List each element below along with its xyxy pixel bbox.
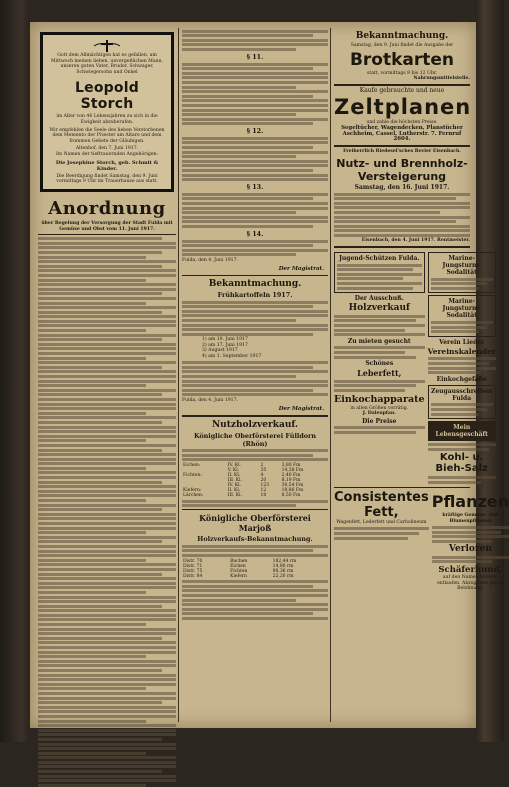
death-notice-date: Altenhof, den 7. Juni 1917.: [75, 146, 139, 152]
marjoss-heading: Königliche Oberförsterei Marjoß: [199, 513, 311, 534]
column-right: [334, 28, 509, 722]
marjoss-subheading: Holzverkaufs-Bekanntmachung.: [197, 535, 313, 544]
ad-title: Leberfett,: [357, 368, 402, 379]
holz-signature: Eisenbach, den 4. Juni 1917. Rentmeister.: [361, 238, 470, 244]
table-cell: 2,40 Fm: [281, 472, 301, 478]
table-cell: Distr. 70: [183, 558, 203, 564]
ad-title: Einkochgefäße: [436, 375, 487, 383]
bottom-ads: [334, 490, 509, 592]
table-cell: 18,86 Fm: [281, 487, 304, 493]
fett-heading: Consistentes Fett,: [334, 490, 429, 521]
table-cell: V. Kl.: [227, 467, 240, 473]
holz-date: Samstag, den 16. Juni 1917.: [354, 184, 450, 192]
holz-intro: Freiherrlich Riedesel'sches Revier Eisenbach.: [343, 148, 461, 154]
ad-title: Verein Lieder: [439, 338, 485, 346]
fett-sub: Wagenfett, Lederfett und Carbolineum: [336, 520, 427, 526]
table-cell: 30,54 Fm: [281, 482, 304, 488]
funeral-info: Die Beerdigung findet Samstag, den 9. Juni vormittags 9 Uhr im Trauerhause aus statt.: [56, 173, 158, 185]
zeltplanen-heading: Zeltplanen: [334, 95, 472, 120]
table-cell: Lärchen:: [183, 492, 204, 498]
small-ads: [334, 250, 496, 485]
cross-icon: [92, 39, 122, 53]
date-item: 1) am 10. Juni 1917: [202, 337, 248, 343]
death-notice-intro: Gott dem Allmächtigen hat es gefallen, am Mittwoch meinen lieben, unvergeßlichen Mann, unseren guten Vater, Bruder, Schwager, Schwiegersohn und Onkel: [51, 53, 163, 75]
verloren-heading: Verloren: [448, 544, 492, 555]
date-item: 4) am 1. September 1917: [202, 354, 262, 360]
signature-magistrat-1: Der Magistrat.: [278, 265, 324, 272]
ad-title: Zu mieten gesucht: [347, 337, 411, 345]
deceased-name: Leopold Storch: [75, 80, 139, 113]
small-ads-left: [334, 250, 425, 485]
table-cell: Fichten:: [183, 472, 202, 478]
table-cell: 8,19 Fm: [281, 477, 301, 483]
date-list: [182, 337, 328, 359]
mourner-name: Die Josephine Storch, geb. Schmit & Kinder.: [55, 159, 159, 172]
table-cell: Buchen: [230, 558, 248, 564]
ad-title: Marine-Jungsturm-Sodalität: [442, 298, 481, 320]
table-cell: 35: [260, 467, 267, 473]
table-cell: Kiefern: [230, 573, 247, 579]
regulation-body: [38, 237, 176, 787]
table-cell: 22,20 rm: [272, 573, 294, 579]
marjoss-row: [182, 574, 328, 579]
nutzholz-table: [182, 463, 328, 498]
ad-title: Holzverkauf: [348, 303, 410, 314]
table-cell: Eichen:: [183, 462, 201, 468]
table-cell: Distr. 75: [183, 568, 203, 574]
table-cell: 4: [260, 472, 264, 478]
table-cell: Distr. 71: [183, 563, 203, 569]
brotkarten-intro: Samstag, den 9. Juni findet die Ausgabe der: [350, 43, 454, 48]
table-cell: IV. Kl.: [227, 462, 241, 468]
death-notice: [40, 32, 174, 192]
holz-versteigerung-heading: Nutz- und Brennholz-Versteigerung: [336, 157, 468, 184]
preise-label: Die Preise: [362, 417, 397, 425]
table-cell: 14,80 rm: [272, 563, 294, 569]
ad-title: Jugend-Schützen Fulda.: [339, 255, 420, 263]
salz-heading: Kohl- u. Bieh-Salz: [435, 452, 488, 475]
table-cell: 3,80 Fm: [281, 462, 301, 468]
brotkarten-heading: Brotkarten: [349, 49, 455, 70]
section-12: § 12.: [246, 127, 264, 136]
ad-title: Mein Lebensgeschäft: [435, 424, 488, 439]
signature-place-1: Fulda, den 4. Juni 1917.: [182, 258, 238, 264]
ad-title: Marine-Jungsturm-Sodalität: [442, 255, 481, 277]
schaeferhund-heading: Schäferhund,: [438, 565, 503, 576]
ad-title: Zeugausschreiben Fulda: [430, 387, 493, 402]
table-cell: 14,38 Fm: [281, 467, 304, 473]
brotkarten-org: Nahrungsmittelstelle.: [413, 76, 470, 82]
kaufe-intro: Kaufe gebrauchte und neue: [359, 86, 445, 94]
small-ads-right: [428, 250, 496, 485]
newspaper-page: [30, 22, 509, 728]
nutzholz-subheading: Königliche Oberförsterei Fülldorn (Rhön): [193, 431, 317, 448]
right-bekanntmachung-heading: Bekanntmachung.: [355, 31, 449, 41]
table-cell: 98,36 rm: [272, 568, 294, 574]
table-cell: Eichen: [230, 563, 246, 569]
ad-title: Vereinskalender: [427, 346, 496, 356]
fruehkartoffeln-subheading: Frühkartoffeln 1917.: [217, 290, 293, 299]
mourners-intro: Im Namen der tieftrauernden Angehörigen:: [55, 151, 159, 157]
table-cell: II. Kl.: [227, 487, 241, 493]
zeltplanen-trade: Segeltücher, Wagendecken, Planstücher: [341, 124, 463, 131]
table-cell: 20: [260, 477, 267, 483]
table-cell: 8,50 Fm: [281, 492, 301, 498]
date-item: 3) August 1917: [202, 348, 238, 354]
table-cell: 182,44 rm: [272, 558, 297, 564]
pflanzen-sub: kräftige Gemüse- und Blumenpflanzen: [442, 513, 499, 524]
table-cell: II. Kl.: [227, 472, 241, 478]
table-cell: 2: [260, 462, 264, 468]
ad-title: Schönes: [365, 360, 394, 368]
table-cell: 18: [260, 492, 267, 498]
zeltplanen-address: Aschheim, Cassel, Lutherstr. 7. Fernruf 2604.: [342, 130, 462, 143]
ad-title: Einkochapparate: [334, 393, 425, 405]
anordnung-heading: Anordnung: [48, 198, 166, 219]
ad-title: Der Ausschuß.: [354, 295, 404, 303]
death-notice-closing: Wir empfehlen die Seele des lieben Verstorbenen dem Memento der Priester am Altare und dem frommen Gebete der Gläubigen.: [49, 127, 165, 144]
binding-edge-left: [0, 0, 30, 742]
table-cell: III. Kl.: [227, 477, 243, 483]
table-cell: III. Kl.: [227, 492, 243, 498]
table-cell: Fichten: [230, 568, 248, 574]
signature-place-2: Fulda, den 4. Juni 1917.: [182, 398, 238, 403]
zeltplanen-sub: und zahle die höchsten Preise.: [366, 120, 438, 126]
marjoss-table: [182, 559, 328, 579]
einkoch-sub: in allen Größen vorrätig.: [350, 405, 409, 411]
section-11: § 11.: [246, 52, 264, 61]
column-middle: [182, 28, 328, 722]
signature-magistrat-2: Der Magistrat.: [278, 405, 324, 412]
einkoch-firm: J. Daleupfan.: [362, 411, 396, 417]
section-14: § 14.: [246, 229, 264, 238]
section-13: § 13.: [246, 183, 264, 192]
table-cell: 12: [260, 487, 267, 493]
pflanzen-heading: Pflanzen: [431, 492, 509, 512]
bekanntmachung-heading: Bekanntmachung.: [208, 278, 302, 289]
schaeferhund-sub: auf den Namen hörend, entlaufen. Abzugeben gegen Belohnung.: [437, 575, 504, 592]
table-cell: IV. Kl.: [227, 482, 241, 488]
nutzholz-row: [182, 493, 328, 498]
date-item: 2) am 17. Juni 1917: [202, 342, 248, 348]
table-cell: Distr. 84: [183, 573, 203, 579]
table-cell: 123: [260, 482, 270, 488]
brotkarten-time: statt, vormittags 8 bis 12 Uhr.: [366, 70, 438, 76]
column-left: [38, 28, 176, 722]
table-cell: Kiefern:: [183, 487, 202, 493]
regulation-heading: über Regelung der Versorgung der Stadt Fulda mit Gemüse und Obst vom 11. Juni 1917.: [41, 221, 173, 232]
death-notice-details: im Alter von 46 Lebensjahren zu sich in die Ewigkeit abzuberufen.: [56, 114, 158, 125]
nutzholz-heading: Nutzholzverkauf.: [211, 419, 299, 430]
